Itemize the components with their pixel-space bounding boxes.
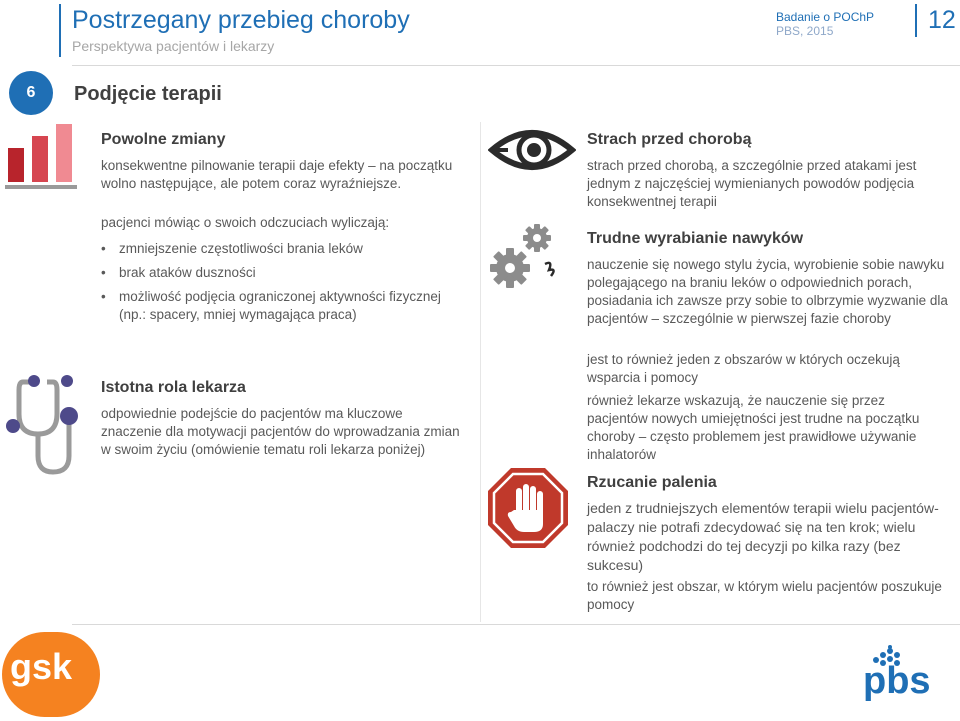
pbs-logo-text: pbs: [863, 660, 931, 702]
fear-heading: Strach przed chorobą: [587, 131, 752, 148]
doctor-role-text: odpowiednie podejście do pacjentów ma kluczowe znaczenie dla motywacji pacjentów do wprowadzania zmian w swoim życiu (omówienie tematu roli lekarza poniżej): [101, 406, 460, 457]
footer-divider: [72, 624, 960, 625]
slow-changes-text: konsekwentne pilnowanie terapii daje efekty – na początku wolno następujące, ale potem coraz wyraźniejsze.: [101, 158, 453, 191]
header-divider: [72, 65, 960, 66]
pbs-logo: [863, 645, 941, 705]
doctor-role-heading: Istotna rola lekarza: [101, 379, 246, 396]
stethoscope-icon: [3, 370, 83, 480]
smoking-heading: Rzucanie palenia: [587, 474, 717, 491]
gsk-logo: [2, 632, 100, 717]
bar-chart-icon: [5, 122, 77, 192]
eye-icon: [488, 122, 576, 178]
slow-changes-list: [101, 240, 446, 330]
section-title: Podjęcie terapii: [74, 83, 222, 105]
list-item: • zmniejszenie częstotliwości brania leków: [101, 240, 446, 258]
habits-paragraph: również lekarze wskazują, że nauczenie się przez pacjentów nowych umiejętności jest trudne na początku choroby – często problemem jest prawidłowe używanie inhalatorów: [587, 393, 920, 462]
slow-changes-heading: Powolne zmiany: [101, 131, 226, 148]
smoking-paragraph: to również jest obszar, w którym wielu pacjentów poszukuje pomocy: [587, 579, 942, 612]
habits-paragraph: nauczenie się nowego stylu życia, wyrobienie sobie nawyku polegającego na braniu leków o odpowiednich porach, posiadania ich zawsze przy sobie to olbrzymie wyzwanie dla pacjentów – szczególnie w pierwszej fazie choroby: [587, 257, 948, 326]
page-title: Postrzegany przebieg choroby: [72, 6, 410, 34]
list-item: • brak ataków duszności: [101, 264, 446, 282]
fear-text: strach przed chorobą, a szczególnie przed atakami jest jednym z najczęściej wymienianych powodów podjęcia konsekwentnej terapii: [587, 158, 917, 209]
page-subtitle: Perspektywa pacjentów i lekarzy: [72, 38, 275, 54]
page-number-bar: [915, 4, 917, 37]
stop-hand-icon: [486, 466, 570, 550]
section-number-badge: 6: [9, 71, 53, 115]
gears-icon: [487, 222, 567, 292]
column-divider: [480, 122, 481, 622]
source-label: PBS, 2015: [776, 24, 834, 38]
gsk-logo-text: gsk: [10, 646, 73, 687]
header-accent-bar: [59, 4, 61, 57]
habits-paragraph: jest to również jeden z obszarów w których oczekują wsparcia i pomocy: [587, 352, 900, 385]
list-item: • możliwość podjęcia ograniczonej aktywności fizycznej (np.: spacery, mniej wymagająca praca): [101, 288, 446, 324]
page-number: 12: [928, 6, 956, 34]
habits-heading: Trudne wyrabianie nawyków: [587, 230, 804, 247]
smoking-paragraph: jeden z trudniejszych elementów terapii wielu pacjentów-palaczy nie potrafi zdecydować się na ten krok; wielu również podchodzi do tej decyzji po kilka razy (bez sukcesu): [587, 500, 939, 573]
slow-changes-intro: pacjenci mówiąc o swoich odczuciach wyliczają:: [101, 215, 390, 230]
study-label: Badanie o POChP: [776, 10, 875, 24]
